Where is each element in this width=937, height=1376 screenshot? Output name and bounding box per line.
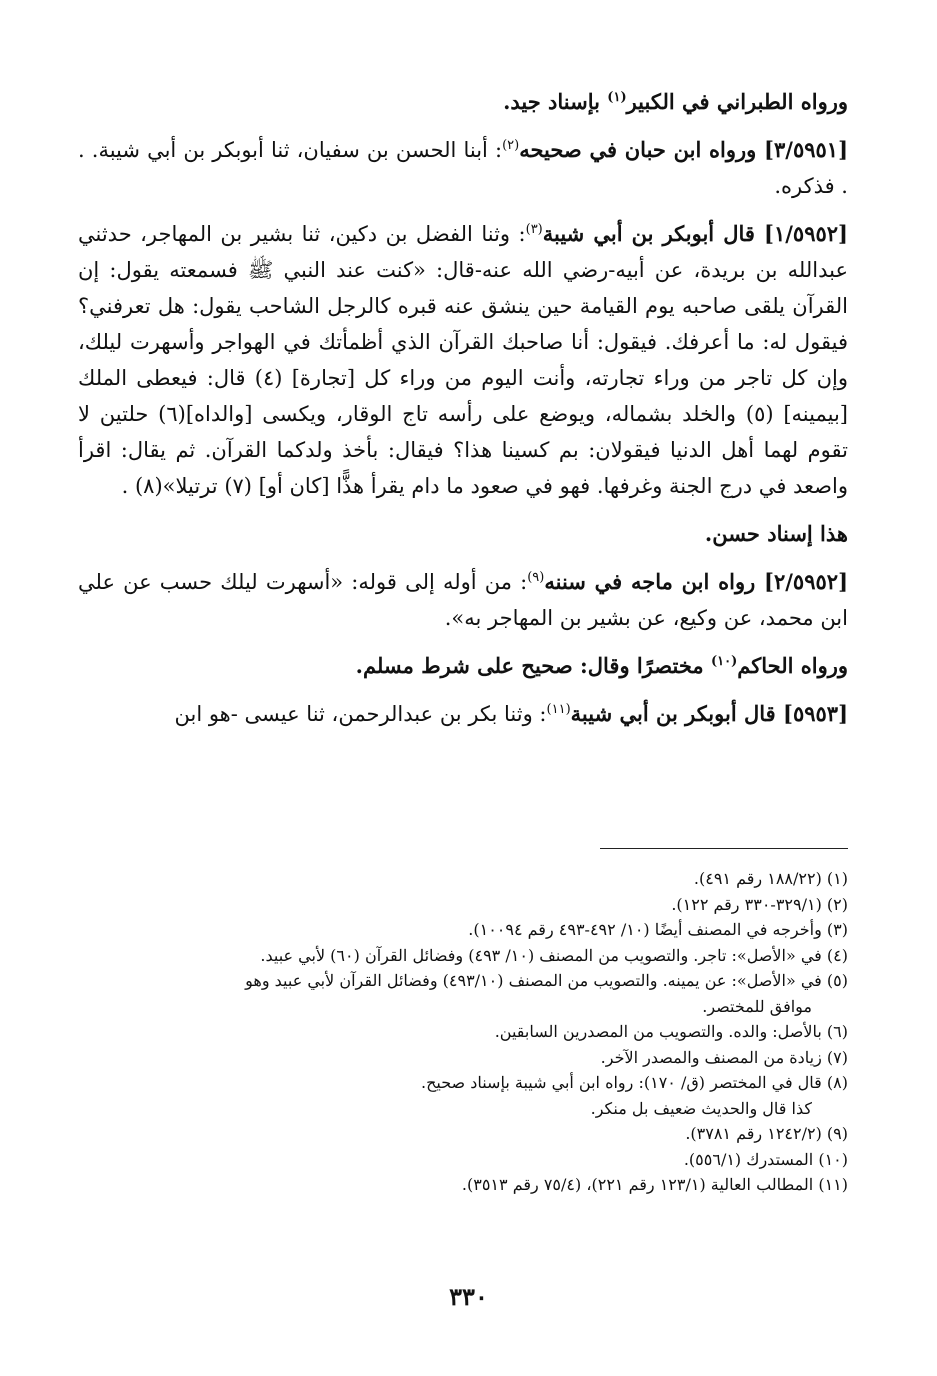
footnote-8-continued: كذا قال والحديث ضعيف بل منكر.: [590, 1098, 812, 1118]
paragraph-hakim: [78, 648, 848, 684]
paragraph-text: هذا إسناد حسن.: [704, 521, 848, 546]
footnote-3: (٣) وأخرجه في المصنف أيضًا (١٠/ ٤٩٢-٤٩٣ رقم ١٠٠٩٤).: [468, 920, 848, 939]
footnote-ref: (١): [607, 90, 627, 105]
paragraph-text: ورواه الطبراني في الكبير: [626, 89, 848, 114]
paragraph-5953: [78, 696, 848, 732]
footnote-ref: (٩): [527, 570, 545, 585]
footnote-1: (١) (١٨٨/٢٢ رقم ٤٩١).: [693, 869, 848, 888]
hadith-heading: [٣/٥٩٥١] ورواه ابن حبان في صحيحه: [519, 137, 849, 162]
footnotes: [78, 866, 848, 1198]
main-text: [78, 84, 848, 744]
footnote-9: (٩) (١٢٤٢/٢ رقم ٣٧٨١).: [685, 1124, 848, 1143]
footnote-5: (٥) في «الأصل»: عن يمينه. والتصويب من المصنف (٤٩٣/١٠) وفضائل القرآن لأبي عبيد وهو: [245, 971, 848, 990]
paragraph-tail: مختصرًا وقال: صحيح على شرط مسلم.: [355, 653, 711, 678]
footnote-7: (٧) زيادة من المصنف والمصدر الآخر.: [600, 1047, 848, 1067]
footnote-divider: [600, 848, 848, 849]
paragraph-tabarani: [78, 84, 848, 120]
paragraph-tail: : أبنا الحسن بن سفيان، ثنا أبوبكر بن أبي شيبة. . . فذكره.: [78, 138, 848, 198]
paragraph-5951-3: [78, 132, 848, 204]
paragraph-tail: : من أوله إلى قوله: «أسهرت ليلك حسب عن علي ابن محمد، عن وكيع، عن بشير بن المهاجر به».: [78, 570, 848, 630]
paragraph-tail: : وثنا الفضل بن دكين، ثنا بشير بن المهاجر، حدثني عبدالله بن بريدة، عن أبيه-رضي الله عنه-قال: «كنت عند النبي ﷺ فسمعته يقول: إن القرآن يلقى صاحبه يوم القيامة حين ينشق عنه قبره كالرجل الشاحب يقول: هل تعرفني؟ فيقول له: ما أعرفك. فيقول: أنا صاحبك القرآن الذي أظمأتك في الهواجر وأسهرت ليلك، وإن كل تاجر من وراء تجارته، وأنت اليوم من وراء كل [تجارة] (٤) قال: فيعطى الملك [بيمينه] (٥) والخلد بشماله، ويوضع على رأسه تاج الوقار، ويكسى [والداه](٦) حلتين لا تقوم لهما أهل الدنيا فيقولان: بم كسينا هذا؟ فيقال: بأخذ ولدكما القرآن. ثم يقال: اقرأ واصعد في درج الجنة وغرفها. فهو في صعود ما دام يقرأ هذًّا [كان أو] (٧) ترتيلا»(٨) .: [78, 222, 849, 498]
footnote-6: (٦) بالأصل: والده. والتصويب من المصدرين السابقين.: [494, 1022, 848, 1041]
paragraph-text: ورواه الحاكم: [737, 653, 848, 678]
footnote-2: (٢) (٣٢٩/١-٣٣٠ رقم ١٢٢).: [671, 894, 848, 914]
footnote-ref: (١١): [546, 702, 571, 717]
paragraph-tail: : وثنا بكر بن عبدالرحمن، ثنا عيسى -هو ابن: [174, 702, 547, 726]
footnote-ref: (١٠): [710, 654, 738, 669]
hadith-heading: [٥٩٥٣] قال أبوبكر بن أبي شيبة: [570, 701, 848, 726]
hadith-heading: [١/٥٩٥٢] قال أبوبكر بن أبي شيبة: [542, 221, 848, 246]
paragraph-5952-1: [78, 216, 848, 504]
footnote-4: (٤) في «الأصل»: تاجر. والتصويب من المصنف (١٠/ ٤٩٣) وفضائل القرآن (٦٠) لأبي عبيد.: [260, 945, 848, 965]
page-number: ٣٣٠: [449, 1282, 488, 1311]
footnote-10: (١٠) المستدرك (٥٥٦/١).: [683, 1149, 848, 1169]
paragraph-isnad-hasan: [78, 516, 848, 552]
footnote-11: (١١) المطالب العالية (١٢٣/١ رقم ٢٢١)، (٧٥/٤ رقم ٣٥١٣).: [461, 1175, 848, 1194]
hadith-heading: [٢/٥٩٥٢] رواه ابن ماجه في سننه: [544, 569, 848, 594]
footnote-ref: (٢): [502, 138, 520, 153]
footnote-ref: (٣): [525, 222, 543, 237]
footnote-8: (٨) قال في المختصر (ق/ ١٧٠): رواه ابن أبي شيبة بإسناد صحيح.: [420, 1073, 848, 1092]
footnote-5-continued: موافق للمختصر.: [702, 996, 812, 1016]
paragraph-5952-2: [78, 564, 848, 636]
paragraph-tail: بإسناد جيد.: [503, 89, 608, 114]
